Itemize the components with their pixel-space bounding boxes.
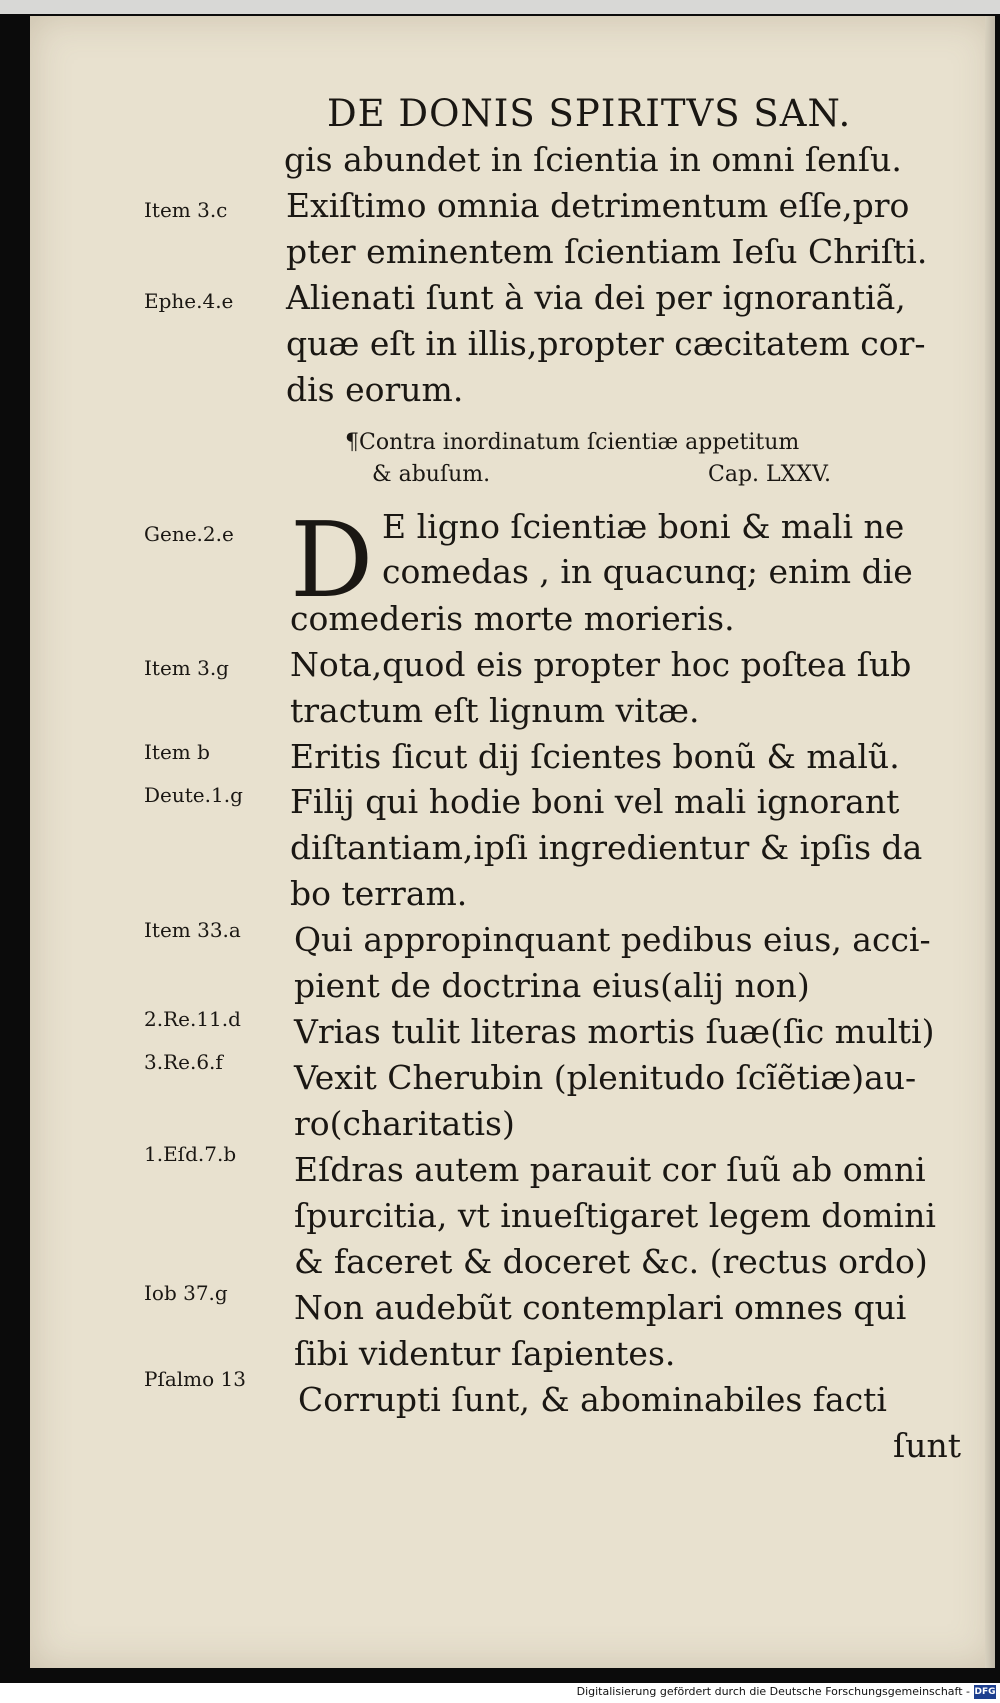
text-line: Exiſtimo omnia detrimentum eſſe,pro — [286, 186, 910, 225]
text-line: quæ eſt in illis,propter cæcitatem cor- — [286, 324, 926, 363]
drop-cap-initial: D — [290, 499, 374, 621]
text-line: gis abundet in ſcientia in omni ſenſu. — [284, 140, 902, 179]
text-line: ſibi videntur ſapientes. — [294, 1334, 676, 1373]
margin-note: Ephe.4.e — [144, 289, 234, 313]
text-line: Filij qui hodie boni vel mali ignorant — [290, 782, 900, 821]
text-line: Vexit Cherubin (plenitudo ſcĩẽtiæ)au- — [294, 1058, 917, 1097]
scan-top-strip — [0, 0, 1000, 14]
margin-note: Deute.1.g — [144, 783, 243, 807]
dfg-logo: DFG — [974, 1687, 996, 1697]
text-line: Nota,quod eis propter hoc poſtea ſub — [290, 645, 912, 684]
margin-note: Iob 37.g — [144, 1281, 228, 1305]
margin-note: Item 33.a — [144, 918, 241, 942]
text-line: comedas , in quacunq; enim die — [382, 552, 913, 591]
margin-note: Item b — [144, 740, 210, 764]
text-line: & faceret & doceret &c. (rectus ordo) — [294, 1242, 928, 1281]
text-line: pient de doctrina eius(alij non) — [294, 966, 810, 1005]
margin-note: 3.Re.6.f — [144, 1050, 223, 1074]
text-line: E ligno ſcientiæ boni & mali ne — [382, 507, 905, 546]
running-header: DE DONIS SPIRITVS SAN. — [327, 92, 852, 135]
footer-bar — [0, 1683, 1000, 1703]
text-line: Alienati ſunt à via dei per ignorantiã, — [286, 278, 906, 317]
text-line: Eritis ſicut dij ſcientes bonũ & malũ. — [290, 737, 900, 776]
text-line: ro(charitatis) — [294, 1104, 515, 1143]
catchword: ſunt — [893, 1426, 961, 1465]
margin-note: Item 3.c — [144, 198, 228, 222]
chapter-number: Cap. LXXV. — [708, 462, 831, 487]
chapter-title: ¶Contra inordinatum ſcientiæ appetitum — [345, 430, 800, 455]
text-line: comederis morte morieris. — [290, 599, 735, 638]
text-line: Qui appropinquant pedibus eius, acci- — [294, 920, 931, 959]
margin-note: 1.Eſd.7.b — [144, 1142, 237, 1166]
text-line: dis eorum. — [286, 370, 464, 409]
chapter-subtitle: & abuſum. — [372, 462, 491, 487]
margin-note: 2.Re.11.d — [144, 1007, 241, 1031]
text-line: tractum eſt lignum vitæ. — [290, 691, 700, 730]
text-line: diſtantiam,ipſi ingredientur & ipſis da — [290, 828, 923, 867]
text-line: Corrupti ſunt, & abominabiles facti — [298, 1380, 887, 1419]
page-edge — [985, 16, 995, 1668]
text-line: Eſdras autem parauit cor ſuũ ab omni — [294, 1150, 926, 1189]
margin-note: Gene.2.e — [144, 522, 234, 546]
margin-note: Pſalmo 13 — [144, 1367, 246, 1391]
margin-note: Item 3.g — [144, 656, 229, 680]
text-line: pter eminentem ſcientiam Ieſu Chriſti. — [286, 232, 928, 271]
text-line: Non audebũt contemplari omnes qui — [294, 1288, 907, 1327]
digitization-credit: Digitalisierung gefördert durch die Deutsche Forschungsgemeinschaft - — [576, 1685, 970, 1698]
text-line: ſpurcitia, vt inueſtigaret legem domini — [294, 1196, 936, 1235]
text-line: Vrias tulit literas mortis ſuæ(ſic multi) — [294, 1012, 935, 1051]
text-line: bo terram. — [290, 874, 468, 913]
